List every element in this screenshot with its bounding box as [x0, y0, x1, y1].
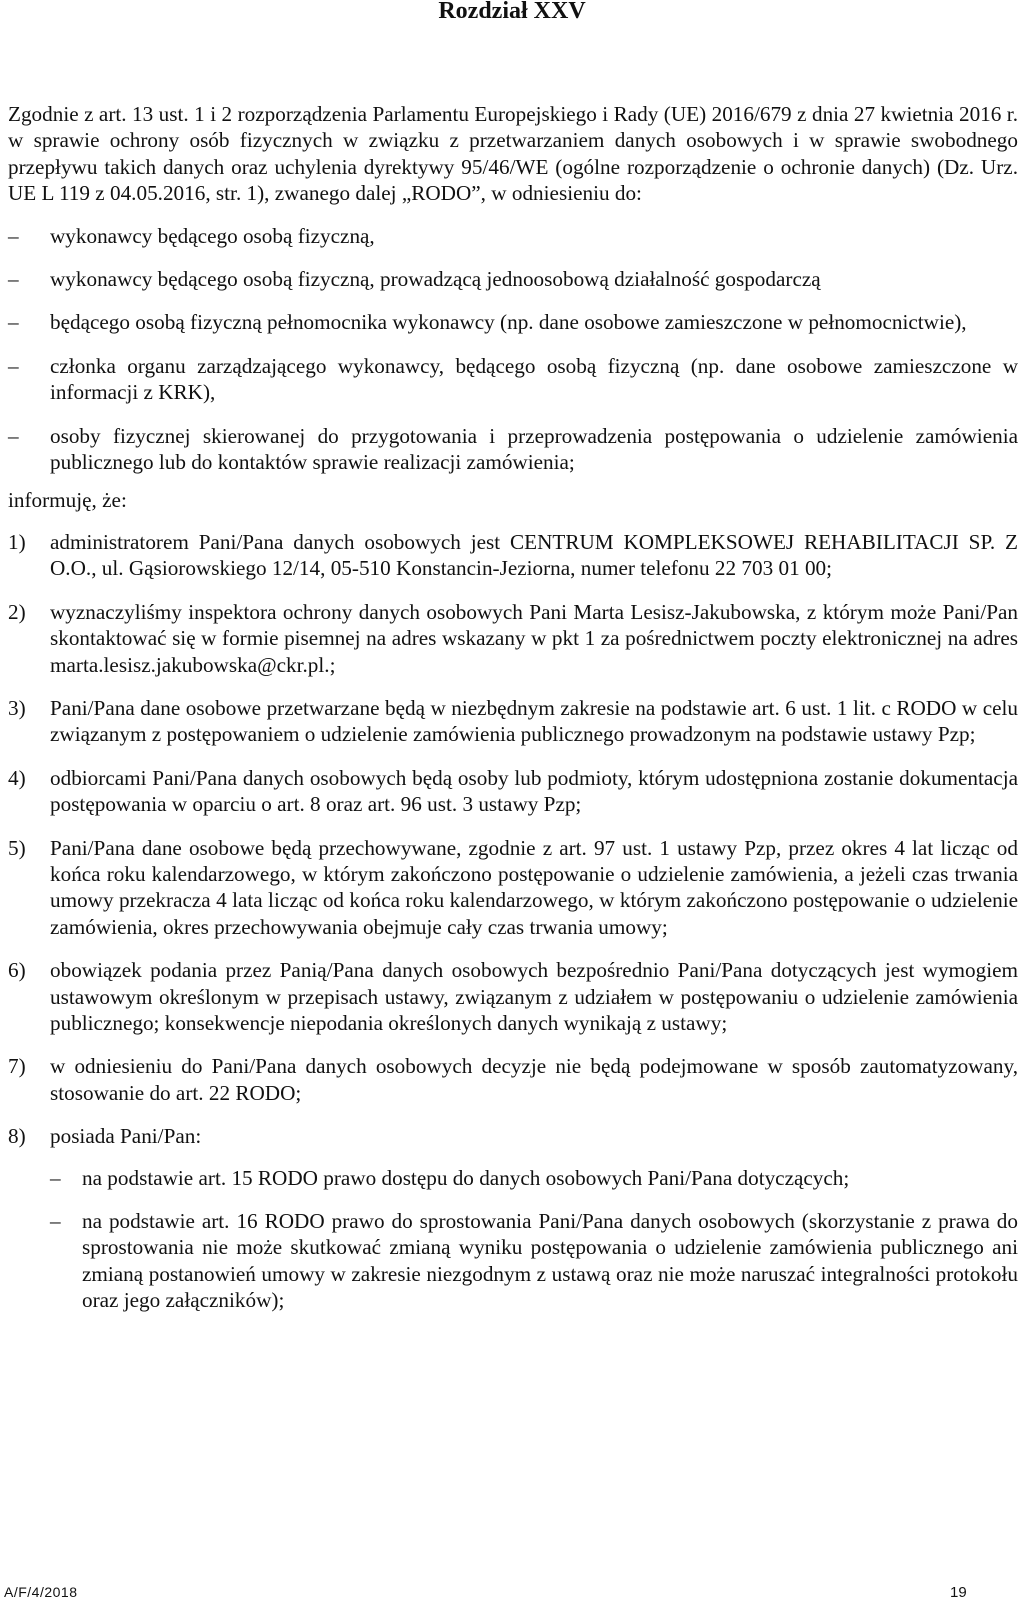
info-item: [8, 695, 1018, 748]
scope-item: [8, 266, 1018, 292]
rights-list: [50, 1165, 1018, 1314]
list-dash: –: [8, 353, 19, 378]
scope-item: [8, 423, 1018, 476]
rights-item: [50, 1165, 1018, 1191]
intro-paragraph: Zgodnie z art. 13 ust. 1 i 2 rozporządzenia Parlamentu Europejskiego i Rady (UE) 2016/679 z dnia 27 kwietnia 2016 r. w sprawie ochrony osób fizycznych w związku z przetwarzaniem danych osobowych i w sprawie swobodnego przepływu takich danych oraz uchylenia dyrektywy 95/46/WE (ogólne rozporządzenie o ochronie danych) (Dz. Urz. UE L 119 z 04.05.2016, str. 1), zwanego dalej „RODO”, w odniesieniu do:: [8, 102, 1018, 206]
list-dash: –: [8, 423, 19, 448]
list-dash: –: [50, 1165, 61, 1190]
lead-in-text: informuję, że:: [8, 488, 127, 513]
info-item-text: wyznaczyliśmy inspektora ochrony danych osobowych Pani Marta Lesisz-Jakubowska, z którym może Pani/Pan skontaktować się w formie pisemnej na adres wskazany w pkt 1 za pośrednictwem poczty elektronicznej na adres marta.lesisz.jakubowska@ckr.pl.;: [50, 599, 1018, 677]
page-number: 19: [950, 1584, 967, 1601]
item-number: 1): [8, 529, 26, 554]
info-item-text: Pani/Pana dane osobowe będą przechowywane, zgodnie z art. 97 ust. 1 ustawy Pzp, przez okres 4 lat licząc od końca roku kalendarzowego, w którym zakończono postępowanie o udzielenie zamówienia, a jeżeli czas trwania umowy przekracza 4 lata licząc od końca roku kalendarzowego, w którym zakończono postępowanie o udzielenie zamówienia, okres przechowywania obejmuje cały czas trwania umowy;: [50, 835, 1018, 939]
item-number: 2): [8, 599, 26, 624]
item-number: 7): [8, 1054, 26, 1079]
list-dash: –: [8, 267, 19, 292]
list-dash: –: [8, 310, 19, 335]
info-item-text: obowiązek podania przez Panią/Pana danych osobowych bezpośrednio Pani/Pana dotyczących jest wymogiem ustawowym określonym w przepisach ustawy, związanym z udziałem w postępowaniu o udzielenie zamówienia publicznego; konsekwencje niepodania określonych danych wynikają z ustawy;: [50, 958, 1018, 1035]
document-code: A/F/4/2018: [4, 1584, 78, 1600]
scope-list: [8, 223, 1018, 476]
document-body: [8, 101, 1018, 1331]
scope-item: [8, 353, 1018, 406]
list-dash: –: [8, 223, 19, 248]
info-item-text: administratorem Pani/Pana danych osobowych jest CENTRUM KOMPLEKSOWEJ REHABILITACJI SP. Z O.O., ul. Gąsiorowskiego 12/14, 05-510 Konstancin-Jeziorna, numer telefonu 22 703 01 00;: [50, 529, 1018, 581]
item-number: 5): [8, 835, 26, 860]
info-item: [8, 1123, 1018, 1313]
info-item: [8, 765, 1018, 818]
item-number: 3): [8, 695, 26, 720]
scope-item-text: wykonawcy będącego osobą fizyczną,: [50, 223, 375, 248]
item-number: 6): [8, 958, 26, 983]
item-number: 8): [8, 1124, 26, 1149]
info-item: [8, 529, 1018, 582]
information-list: [8, 529, 1018, 1314]
info-item-text: posiada Pani/Pan:: [50, 1124, 202, 1149]
item-number: 4): [8, 765, 26, 790]
scope-item-text: będącego osobą fizyczną pełnomocnika wykonawcy (np. dane osobowe zamieszczone w pełnomocnictwie),: [50, 310, 967, 335]
scope-item: [8, 223, 1018, 249]
chapter-title: Rozdział XXV: [438, 0, 586, 24]
info-item: [8, 835, 1018, 941]
info-item-text: w odniesieniu do Pani/Pana danych osobowych decyzje nie będą podejmowane w sposób zautomatyzowany, stosowanie do art. 22 RODO;: [50, 1054, 1018, 1105]
info-item-text: Pani/Pana dane osobowe przetwarzane będą w niezbędnym zakresie na podstawie art. 6 ust. 1 lit. c RODO w celu związanym z postępowaniem o udzielenie zamówienia publicznego prowadzonym na podstawie ustawy Pzp;: [50, 695, 1018, 747]
info-item: [8, 1053, 1018, 1106]
info-item: [8, 599, 1018, 678]
rights-item-text: na podstawie art. 16 RODO prawo do sprostowania Pani/Pana danych osobowych (skorzystanie z prawa do sprostowania nie może skutkować zmianą wyniku postępowania o udzielenie zamówienia publicznego ani zmianą postanowień umowy w zakresie niezgodnym z ustawą oraz nie może naruszać integralności protokołu oraz jego załączników);: [82, 1209, 1018, 1313]
info-item-text: odbiorcami Pani/Pana danych osobowych będą osoby lub podmioty, którym udostępniona zostanie dokumentacja postępowania w oparciu o art. 8 oraz art. 96 ust. 3 ustawy Pzp;: [50, 765, 1018, 817]
scope-item-text: wykonawcy będącego osobą fizyczną, prowadzącą jednoosobową działalność gospodarczą: [50, 267, 821, 292]
scope-item: [8, 309, 1018, 335]
info-item: [8, 957, 1018, 1036]
list-dash: –: [50, 1209, 61, 1233]
rights-item: [50, 1208, 1018, 1314]
rights-item-text: na podstawie art. 15 RODO prawo dostępu do danych osobowych Pani/Pana dotyczących;: [82, 1165, 850, 1190]
scope-item-text: osoby fizycznej skierowanej do przygotowania i przeprowadzenia postępowania o udzielenie zamówienia publicznego lub do kontaktów sprawie realizacji zamówienia;: [50, 423, 1018, 475]
scope-item-text: członka organu zarządzającego wykonawcy, będącego osobą fizyczną (np. dane osobowe zamieszczone w informacji z KRK),: [50, 353, 1018, 405]
